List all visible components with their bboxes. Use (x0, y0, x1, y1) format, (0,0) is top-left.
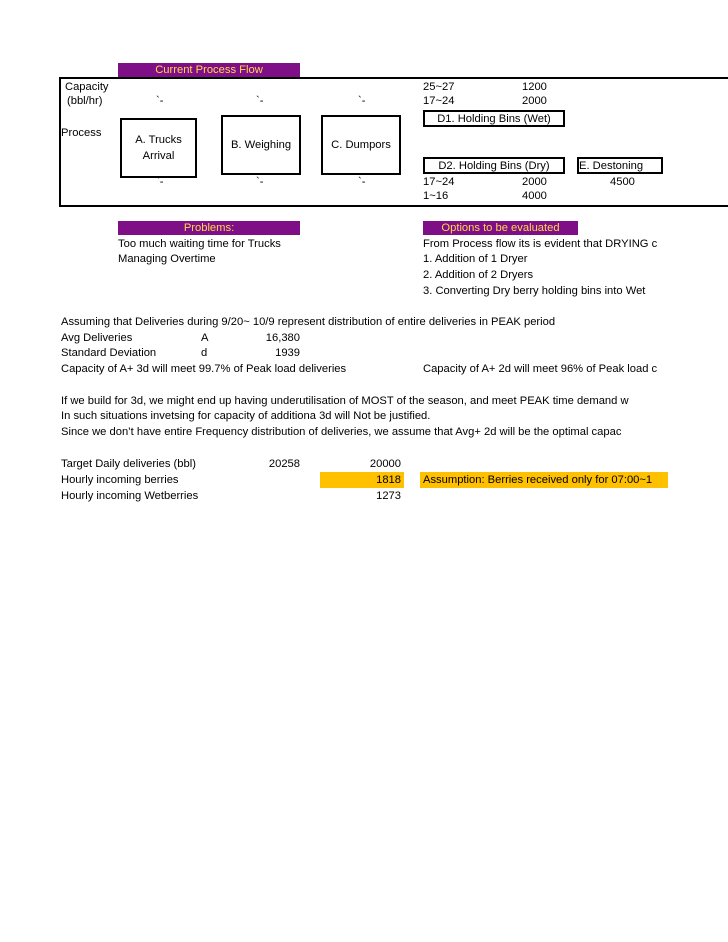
avg-value: 16,380 (265, 332, 300, 344)
problem-item: Too much waiting time for Trucks (118, 238, 281, 250)
d2-value-1: 2000 (522, 176, 547, 188)
bottom-b: `- (256, 176, 264, 188)
option-item: 3. Converting Dry berry holding bins into Wet (423, 285, 646, 297)
assumption-note: Assumption: Berries received only for 07:00~1 (423, 474, 653, 486)
d2-value-2: 4000 (522, 190, 547, 202)
d1-range-1: 25~27 (423, 81, 455, 93)
destoning-label: E. Destoning (579, 159, 644, 172)
capacity-b: `- (256, 95, 264, 107)
options-intro: From Process flow its is evident that DRYING c (423, 238, 658, 250)
d2-range-1: 17~24 (423, 176, 455, 188)
hourly-berries-value: 1818 (376, 474, 401, 486)
option-item: 2. Addition of 2 Dryers (423, 269, 534, 281)
target-daily-label: Target Daily deliveries (bbl) (61, 458, 196, 470)
destoning (577, 157, 663, 174)
bottom-a: `- (156, 176, 164, 188)
step-c-label: C. Dumpors (331, 139, 391, 151)
hourly-berries-label: Hourly incoming berries (61, 474, 179, 486)
capacity-3d: Capacity of A+ 3d will meet 99.7% of Peak load deliveries (61, 363, 347, 375)
capacity-label: Capacity (65, 81, 109, 93)
step-trucks-arrival (120, 118, 197, 178)
capacity-unit-label: (bbl/hr) (67, 95, 103, 107)
destoning-value: 4500 (610, 176, 635, 188)
process-flow-header: Current Process Flow (118, 63, 300, 77)
bottom-c: `- (358, 176, 366, 188)
hourly-wet-value: 1273 (376, 490, 401, 502)
step-a-line2: Arrival (142, 150, 175, 162)
note-line: If we build for 3d, we might end up having underutilisation of MOST of the season, and meet PEAK time demand w (61, 395, 629, 407)
d1-value-2: 2000 (522, 95, 547, 107)
avg-symbol: A (201, 332, 209, 344)
capacity-c: `- (358, 95, 366, 107)
sd-value: 1939 (275, 347, 300, 359)
option-item: 1. Addition of 1 Dryer (423, 253, 528, 265)
capacity-2d: Capacity of A+ 2d will meet 96% of Peak load c (423, 363, 658, 375)
sd-label: Standard Deviation (61, 347, 157, 359)
capacity-a: `- (156, 95, 164, 107)
process-label: Process (61, 127, 102, 139)
holding-bins-wet (423, 110, 565, 127)
holding-bins-wet-label: D1. Holding Bins (Wet) (437, 112, 551, 125)
d1-range-2: 17~24 (423, 95, 455, 107)
step-weighing (221, 115, 301, 175)
step-a-line1: A. Trucks (135, 134, 182, 146)
holding-bins-dry (423, 157, 565, 174)
d1-value-1: 1200 (522, 81, 547, 93)
avg-label: Avg Deliveries (61, 332, 133, 344)
holding-bins-dry-label: D2. Holding Bins (Dry) (438, 159, 550, 172)
problem-item: Managing Overtime (118, 253, 216, 265)
note-line: In such situations invetsing for capacity of additiona 3d will Not be justified. (61, 410, 431, 422)
step-b-label: B. Weighing (230, 139, 292, 151)
hourly-wet-label: Hourly incoming Wetberries (61, 490, 199, 502)
target-daily-value2: 20000 (369, 458, 401, 470)
problems-header: Problems: (118, 221, 300, 235)
target-daily-value1: 20258 (268, 458, 300, 470)
step-dumpors (321, 115, 401, 175)
sd-symbol: d (201, 347, 208, 359)
note-line: Since we don’t have entire Frequency distribution of deliveries, we assume that Avg+ 2d will be the optimal capac (61, 426, 622, 438)
assumption-line: Assuming that Deliveries during 9/20~ 10/9 represent distribution of entire deliveries in PEAK period (61, 316, 556, 328)
options-header: Options to be evaluated (423, 221, 578, 235)
d2-range-2: 1~16 (423, 190, 449, 202)
